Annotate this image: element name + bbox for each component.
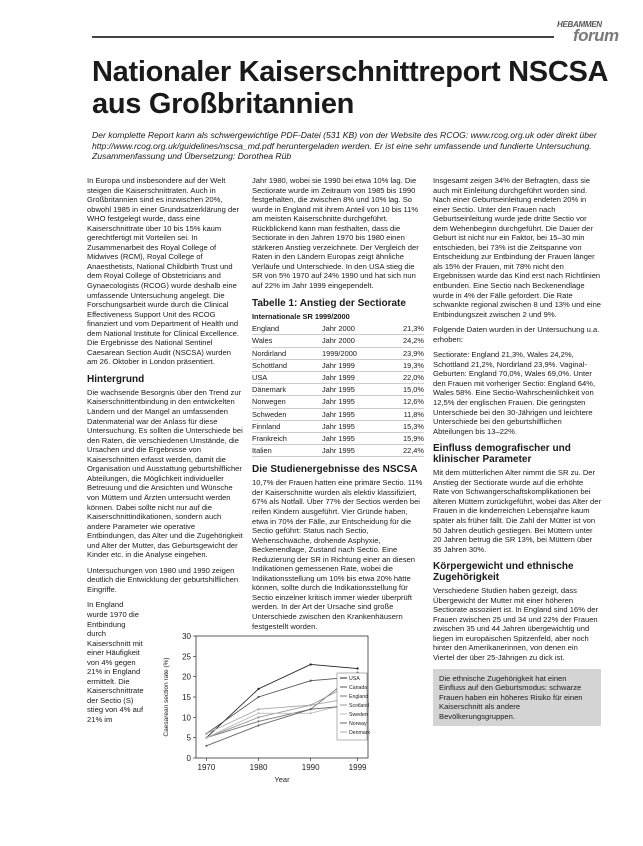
paragraph-narrow: In England wurde 1970 die Entbindung durch Kaiserschnitt mit einer Häufigkeit von 4% gegen 21% in England ermittelt. Die Kaiserschnittrate der Sectio (S) stieg von 4% auf 21% im bbox=[87, 600, 144, 724]
rate-cell: 24,2% bbox=[382, 335, 424, 347]
table-title: Tabelle 1: Anstieg der Sectiorate bbox=[252, 297, 406, 309]
paragraph: Insgesamt zeigen 34% der Befragten, dass sie auch mit Einleitung durchgeführt worden sind. Nach einer Geburtseinleitung endeten 20% in einer Sectio. Unter den Frauen nach Geburtseinleitung wurde jede dritte Sectio vor dem Wehenbeginn durchgeführt. Die Dauer der Geburt ist nicht nur ein Faktor, bei 15–30 min entschieden, bei 73% ist die Zeitspanne von Entscheidung zur Entbindung der Frauen länger als 15% der Frauen, mit 78% nicht den Ergebnissen wurde das Kind erst nach Richtlinien entbunden. Eine Sectio nach Beckenendlage wurde in 4% der Fälle gefordert. Die Rate schwankte regional zwischen 8 und 13% und eine Entbindungszeit zwischen 2 und 9%. bbox=[433, 176, 602, 319]
rate-cell: 11,8% bbox=[382, 408, 424, 420]
rate-cell: 15,0% bbox=[382, 384, 424, 396]
country-cell: Schottland bbox=[252, 359, 322, 371]
paragraph: 10,7% der Frauen hatten eine primäre Sectio. 11% der Kaiserschnitte wurden als elektiv klassifiziert, 67% als Notfall. Über 77% der Sectios werden bei reifen Kindern ausgeführt. Vier Gründe haben, etwa in 70% der Fälle, zur Entscheidung für die Sectio geführt: Status nach Sectio, Wehenschwäche, drohende Asphyxie, Beckenendlage, Zustand nach Sectio. Eine Reduzierung der SR in Richtung einer an diesen Indikationen gemessenen Rate, wobei die Indikationsstellung um 10% bis etwa 20% hätte können, sollte durch die Indikationsstellung für Sectio einzelner kritisch immer wieder überprüft werden. In der Art der Ursache sind große Unterschiede zwischen den Krankenhäusern festgestellt worden. bbox=[252, 478, 423, 631]
year-cell: Jahr 1999 bbox=[322, 371, 382, 383]
year-cell: Jahr 1995 bbox=[322, 432, 382, 444]
paragraph: Jahr 1980, wobei sie 1990 bei etwa 10% lag. Die Sectiorate wurde im Zeitraum von 1985 bis 1990 festgehalten, die zwischen 8% und 10% lag. So wurde in England mit ihrem Anteil von 10 bis 11% am meisten Kaiserschnitte durchgeführt. Rückblickend kann man festhalten, dass die Sectiorate in den Jahren 1970 bis 1980 einen stärkeren Anstieg verzeichnete. Der Vergleich der Raten in den Ländern Europas zeigt ähnliche Verläufe und Unterschiede. In den USA stieg die SR von 5% 1970 auf 24% 1990 und hat sich nun auf 22% im Jahr 1999 eingependelt. bbox=[252, 176, 419, 291]
table-subtitle: Internationale SR 1999/2000 bbox=[252, 311, 350, 321]
country-cell: USA bbox=[252, 371, 322, 383]
country-cell: Schweden bbox=[252, 408, 322, 420]
year-cell: Jahr 1995 bbox=[322, 408, 382, 420]
section-heading: Einfluss demografischer und klinischer Parameter bbox=[433, 443, 571, 466]
y-tick-label: 30 bbox=[182, 632, 191, 641]
data-point bbox=[257, 708, 259, 710]
year-cell: Jahr 1995 bbox=[322, 420, 382, 432]
data-point bbox=[257, 696, 259, 698]
sectio-rate-table bbox=[252, 323, 424, 457]
data-point bbox=[205, 745, 207, 747]
header-rule bbox=[92, 36, 554, 38]
rate-cell: 21,3% bbox=[382, 323, 424, 335]
year-cell: Jahr 1999 bbox=[322, 359, 382, 371]
section-heading: Die Studienergebnisse des NSCSA bbox=[252, 464, 418, 476]
logo-line-2: forum bbox=[573, 26, 619, 45]
article-intro: Der komplette Report kann als schwergewichtige PDF-Datei (531 KB) von der Website des RCOG: www.rcog.org.uk oder direkt über http://www.rcog.org.uk/guidelines/nscsa_md.pdf heruntergeladen werden. Er ist eine sehr umfassende und fundierte Untersuchung. Zusammenfassung und Übersetzung: Dorothea Rüb bbox=[92, 130, 597, 161]
x-tick-label: 1999 bbox=[348, 763, 367, 772]
data-point bbox=[310, 708, 312, 710]
table-row bbox=[252, 335, 424, 347]
legend-label: England bbox=[349, 694, 369, 700]
table-row bbox=[252, 408, 424, 420]
table-row bbox=[252, 371, 424, 383]
table-row bbox=[252, 445, 424, 457]
x-axis-label: Year bbox=[274, 775, 290, 784]
country-cell: Nordirland bbox=[252, 347, 322, 359]
legend-label: Norway bbox=[349, 721, 367, 727]
country-cell: Wales bbox=[252, 335, 322, 347]
section-heading: Körpergewicht und ethnische Zugehörigkeit bbox=[433, 561, 574, 584]
year-cell: Jahr 1995 bbox=[322, 445, 382, 457]
rate-cell: 19,3% bbox=[382, 359, 424, 371]
section-heading: Hintergrund bbox=[87, 373, 145, 385]
data-point bbox=[257, 716, 259, 718]
legend-label: Canada bbox=[349, 685, 368, 691]
article-title: Nationaler Kaiserschnittreport NSCSA aus Großbritannien bbox=[92, 56, 608, 120]
data-point bbox=[356, 667, 358, 669]
data-point bbox=[257, 712, 259, 714]
data-point bbox=[257, 724, 259, 726]
year-cell: Jahr 2000 bbox=[322, 323, 382, 335]
table-row bbox=[252, 323, 424, 335]
country-cell: Italien bbox=[252, 445, 322, 457]
magazine-logo bbox=[557, 20, 619, 46]
rate-cell: 22,0% bbox=[382, 371, 424, 383]
legend-label: Denmark bbox=[349, 730, 371, 736]
legend-label: Sweden bbox=[349, 712, 368, 718]
paragraph: Verschiedene Studien haben gezeigt, dass Übergewicht der Mutter mit einer höheren Sectiorate assoziiert ist. In England sind 16% der Frauen zwischen 25 und 34 und 22% der Frauen zwischen 35 und 44 Jahren übergewichtig und liegen im europäischen Spitzenfeld, aber noch hinter den Amerikanerinnen, von denen ein Viertel der über 25-Jährigen zu dick ist. bbox=[433, 586, 599, 662]
data-point bbox=[310, 704, 312, 706]
year-cell: Jahr 2000 bbox=[322, 335, 382, 347]
data-point bbox=[310, 680, 312, 682]
y-tick-label: 5 bbox=[186, 733, 191, 743]
year-cell: 1999/2000 bbox=[322, 347, 382, 359]
x-tick-label: 1970 bbox=[197, 763, 216, 772]
table-row bbox=[252, 432, 424, 444]
paragraph: Die wachsende Besorgnis über den Trend zur Kaiserschnittentbindung in den entwickelten Ländern und der Mangel an umfassenden Datenmaterial war der Anlass für diese Untersuchung. Es sollten die Unterschiede bei den Raten, die verschiedenen Umstände, die Ursachen und die Ergebnisse von Kaiserschnitten erfasst werden, damit die Organisation und Ausstattung geburtshilflicher Abteilungen, die Möglichkeit individueller Betreuung und die Ansichten und Wünsche von Müttern und Ärzten untersucht werden können. Dabei sollte nicht nur auf die Kaiserschnittindikationen, sondern auch andere Parameter wie operative Entbindungen, das Alter und die Zugehörigkeit und Alter der Mutter, das Geburtsgewicht der Kinder etc. in die Analyse eingehen. bbox=[87, 387, 243, 560]
x-tick-label: 1980 bbox=[249, 763, 268, 772]
data-point bbox=[205, 733, 207, 735]
country-cell: Frankreich bbox=[252, 432, 322, 444]
y-tick-label: 20 bbox=[182, 672, 191, 682]
legend-label: Scotland bbox=[349, 703, 370, 709]
rate-cell: 22,4% bbox=[382, 445, 424, 457]
data-point bbox=[205, 737, 207, 739]
highlight-box: Die ethnische Zugehörigkeit hat einen Einfluss auf den Geburtsmodus: schwarze Frauen haben ein höheres Risiko für einen Kaiserschnitt als andere Bevölkerungsgruppen. bbox=[433, 669, 601, 727]
legend-label: USA bbox=[349, 676, 360, 682]
rate-cell: 12,6% bbox=[382, 396, 424, 408]
country-cell: Norwegen bbox=[252, 396, 322, 408]
rate-cell: 15,3% bbox=[382, 420, 424, 432]
x-tick-label: 1990 bbox=[301, 763, 320, 772]
year-cell: Jahr 1995 bbox=[322, 396, 382, 408]
data-point bbox=[257, 720, 259, 722]
table-row bbox=[252, 384, 424, 396]
year-cell: Jahr 1995 bbox=[322, 384, 382, 396]
column-2 bbox=[252, 176, 424, 637]
table-row bbox=[252, 396, 424, 408]
rate-cell: 23,9% bbox=[382, 347, 424, 359]
paragraph: Untersuchungen von 1980 und 1990 zeigen deutlich die Entwicklung der geburtshilflichen Eingriffe. bbox=[87, 565, 239, 594]
country-cell: Dänemark bbox=[252, 384, 322, 396]
rate-cell: 15,9% bbox=[382, 432, 424, 444]
table-row bbox=[252, 347, 424, 359]
y-tick-label: 10 bbox=[182, 713, 191, 723]
paragraph: Folgende Daten wurden in der Untersuchung u.a. erhoben: bbox=[433, 325, 600, 344]
y-tick-label: 25 bbox=[182, 652, 191, 662]
data-point bbox=[257, 688, 259, 690]
y-tick-label: 15 bbox=[182, 693, 191, 702]
table-row bbox=[252, 359, 424, 371]
y-tick-label: 0 bbox=[186, 754, 191, 763]
column-3 bbox=[433, 176, 601, 726]
paragraph: Sectiorate: England 21,3%, Wales 24,2%, Schottland 21,2%, Nordirland 23,9%. Vaginal-Geburten: England 70,0%, Wales 69,0%. Unter den Frauen mit vorheriger Sectio: England 64%, Wales 58%. Eine Sectio-Wahrscheinlichkeit von 12,5% der englischen Frauen. Die geringsten Unterschiede bei den 30-Jährigen und leichtere Unterschiede bei den geburtshilflichen Abteilungen bis 13–22%. bbox=[433, 350, 596, 436]
country-cell: Finnland bbox=[252, 420, 322, 432]
paragraph: In Europa und insbesondere auf der Welt steigen die Kaiserschnittraten. Auch in Großbritannien sind es inzwischen 20%, obwohl 1985 in einer Grundsatzerklärung der WHO festgelegt wurde, dass eine Kaiserschnittrate über 10 bis 15% kaum gerechtfertigt mit Vorteilen sei. In Zusammenarbeit des Royal College of Midwives (RCM), Royal College of Anaesthetists, National Childbirth Trust und dem Royal College of Obstetricians and Gynaecologists (RCOG) wurde deshalb eine umfassende Untersuchung angelegt. Die Forschungsarbeit wurde durch die Clinical Effectiveness Support Unit des RCOG finanziert und vom Department of Health und dem National Institute for Clinical Excellence. Die Ergebnisse des National Sentinel Caesarean Section Audit (NSCSA) wurden am 26. Oktober in London präsentiert. bbox=[87, 176, 239, 367]
table-row bbox=[252, 420, 424, 432]
y-axis-label: Caesarean section rate (%) bbox=[163, 657, 170, 737]
data-point bbox=[310, 663, 312, 665]
logo-line-1: HEBAMMEN bbox=[557, 20, 602, 29]
country-cell: England bbox=[252, 323, 322, 335]
sectio-trend-chart bbox=[146, 630, 426, 792]
paragraph: Mit dem mütterlichen Alter nimmt die SR zu. Der Anstieg der Sectiorate wurde auf die erhöhte Rate von Schwangerschaftskomplikationen bei älteren Müttern zurückgeführt, wobei das Alter der Frauen in die kinderreichen Lebensjahre kaum später als früher fällt. Die Zahl der Mütter ist von 50 Jahren deutlich gestiegen. Bei Müttern unter 20 Jahren betrug die SR 13%, bei Müttern über 35 Jahren 30%. bbox=[433, 468, 601, 554]
data-point bbox=[310, 712, 312, 714]
